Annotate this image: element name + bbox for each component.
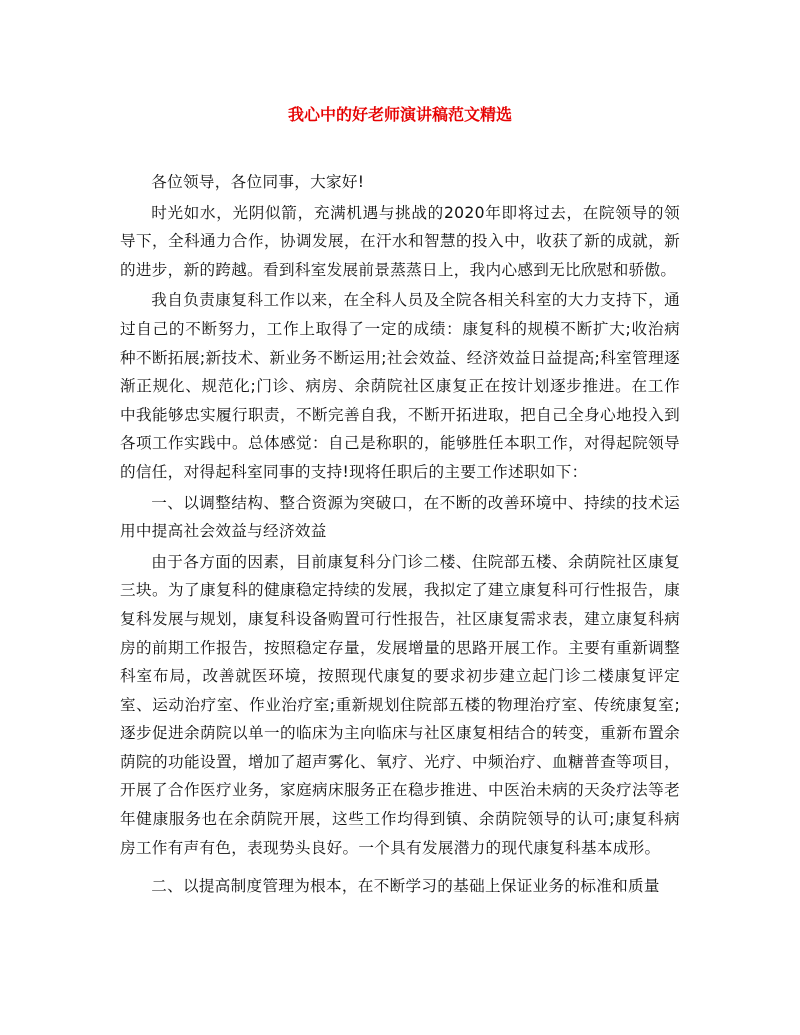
paragraph-section-1-heading: 一、以调整结构、整合资源为突破口，在不断的改善环境中、持续的技术运用中提高社会效益与经济效益 <box>120 493 680 541</box>
paragraph-greeting: 各位领导，各位同事，大家好! <box>151 173 365 191</box>
paragraph-achievements: 我自负责康复科工作以来，在全科人员及全院各相关科室的大力支持下，通过自己的不断努力，工作上取得了一定的成绩：康复科的规模不断扩大;收治病种不断拓展;新技术、新业务不断运用;社会效益、经济效益日益提高;科室管理逐渐正规化、规范化;门诊、病房、余荫院社区康复正在按计划逐步推进。在工作中我能够忠实履行职责，不断完善自我，不断开拓进取，把自己全身心地投入到各项工作实践中。总体感觉：自己是称职的，能够胜任本职工作，对得起院领导的信任，对得起科室同事的支持!现将任职后的主要工作述职如下： <box>120 291 680 481</box>
paragraph-section-2-heading: 二、以提高制度管理为根本，在不断学习的基础上保证业务的标准和质量 <box>151 877 660 896</box>
paragraph-intro: 时光如水，光阴似箭，充满机遇与挑战的2020年即将过去，在院领导的领导下，全科通力合作，协调发展，在汗水和智慧的投入中，收获了新的成就，新的进步，新的跨越。看到科室发展前景蒸蒸日上，我内心感到无比欣慰和骄傲。 <box>120 203 680 279</box>
document-body <box>120 168 680 901</box>
paragraph-section-1-body: 由于各方面的因素，目前康复科分门诊二楼、住院部五楼、余荫院社区康复三块。为了康复科的健康稳定持续的发展，我拟定了建立康复科可行性报告，康复科发展与规划，康复科设备购置可行性报告，社区康复需求表，建立康复科病房的前期工作报告，按照稳定存量，发展增量的思路开展工作。主要有重新调整科室布局，改善就医环境，按照现代康复的要求初步建立起门诊二楼康复评定室、运动治疗室、作业治疗室;重新规划住院部五楼的物理治疗室、传统康复室;逐步促进余荫院以单一的临床为主向临床与社区康复相结合的转变，重新布置余荫院的功能设置，增加了超声雾化、氧疗、光疗、中频治疗、血糖普查等项目，开展了合作医疗业务，家庭病床服务正在稳步推进、中医治未病的天灸疗法等老年健康服务也在余荫院开展，这些工作均得到镇、余荫院领导的认可;康复科病房工作有声有色，表现势头良好。一个具有发展潜力的现代康复科基本成形。 <box>120 552 680 857</box>
document-title: 我心中的好老师演讲稿范文精选 <box>287 105 512 124</box>
